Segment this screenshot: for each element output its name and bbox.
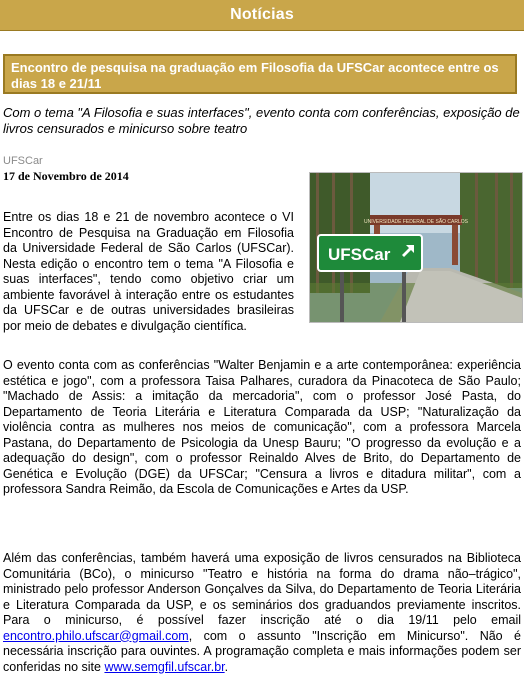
email-link[interactable]: encontro.philo.ufscar@gmail.com	[3, 628, 189, 643]
paragraph-3-text-a: Além das conferências, também haverá uma exposição de livros censurados na Biblioteca Comunitária (BCo), o minicurso "Teatro e história na forma do drama não–trágico", ministrado pelo professor Anderson Gonçalves da Silva, do Departamento de Teoria Literária e Literatura Comparada da USP, e os seminários dos graduandos previamente inscritos. Para o minicurso, é possível fazer inscrição até o dia 19/11 pelo email	[3, 551, 521, 627]
paragraph-3-text-b: , com o assunto "Inscrição em Minicurso". Não é necessária inscrição para ouvintes. A programação completa e mais informações podem ser conferidas no site	[3, 628, 521, 674]
article-source: UFSCar	[3, 155, 43, 167]
article-headline: Encontro de pesquisa na graduação em Filosofia da UFSCar acontece entre os dias 18 e 21/11	[11, 60, 499, 91]
sign-text: UFSCar	[328, 245, 391, 264]
article-subtitle: Com o tema "A Filosofia e suas interfaces", evento conta com conferências, exposição de livros censurados e minicurso sobre teatro	[3, 105, 520, 136]
article-paragraph-3	[3, 551, 521, 675]
article-photo	[309, 172, 523, 323]
article-paragraph-1: Entre os dias 18 e 21 de novembro acontece o VI Encontro de Pesquisa na Graduação em Filosofia da Universidade Federal de São Carlos (UFSCar). Nesta edição o encontro tem o tema "A Filosofia e suas interfaces", tendo como objetivo criar um ambiente favorável à interação entre os estudantes da UFSCar e de outras universidades brasileiras por meio de debates e divulgação científica.	[3, 210, 294, 333]
gate-text: UNIVERSIDADE FEDERAL DE SÃO CARLOS	[363, 219, 469, 225]
headline-box	[3, 54, 517, 94]
article-date: 17 de Novembro de 2014	[3, 169, 129, 183]
site-link[interactable]: www.semgfil.ufscar.br	[104, 659, 225, 674]
news-header-bar	[0, 0, 524, 31]
paragraph-3-text-c: .	[224, 659, 229, 674]
article-paragraph-2: O evento conta com as conferências "Walter Benjamin e a arte contemporânea: experiência estética e jogo", com a professora Taisa Palhares, curadora da Pinacoteca de São Paulo; "Machado de Assis: a imitação da mercadoria", com o professor José Pasta, do Departamento de Teoria Literária e Literatura Comparada da USP; "Naturalização da violência contra as mulheres nos meios de comunicação", com a professora Marcela Pastana, do Departamento de Psicologia da Unesp Bauru; "O progresso da evolução e a adequação do design", com o professor Reinaldo Alves de Brito, do Departamento de Genética e Evolução (DGE) da UFSCar; "Censura a livros e ditadura militar", com a professora Sandra Reimão, da Escola de Comunicações e Artes da USP.	[3, 358, 521, 496]
section-title: Notícias	[230, 6, 294, 23]
